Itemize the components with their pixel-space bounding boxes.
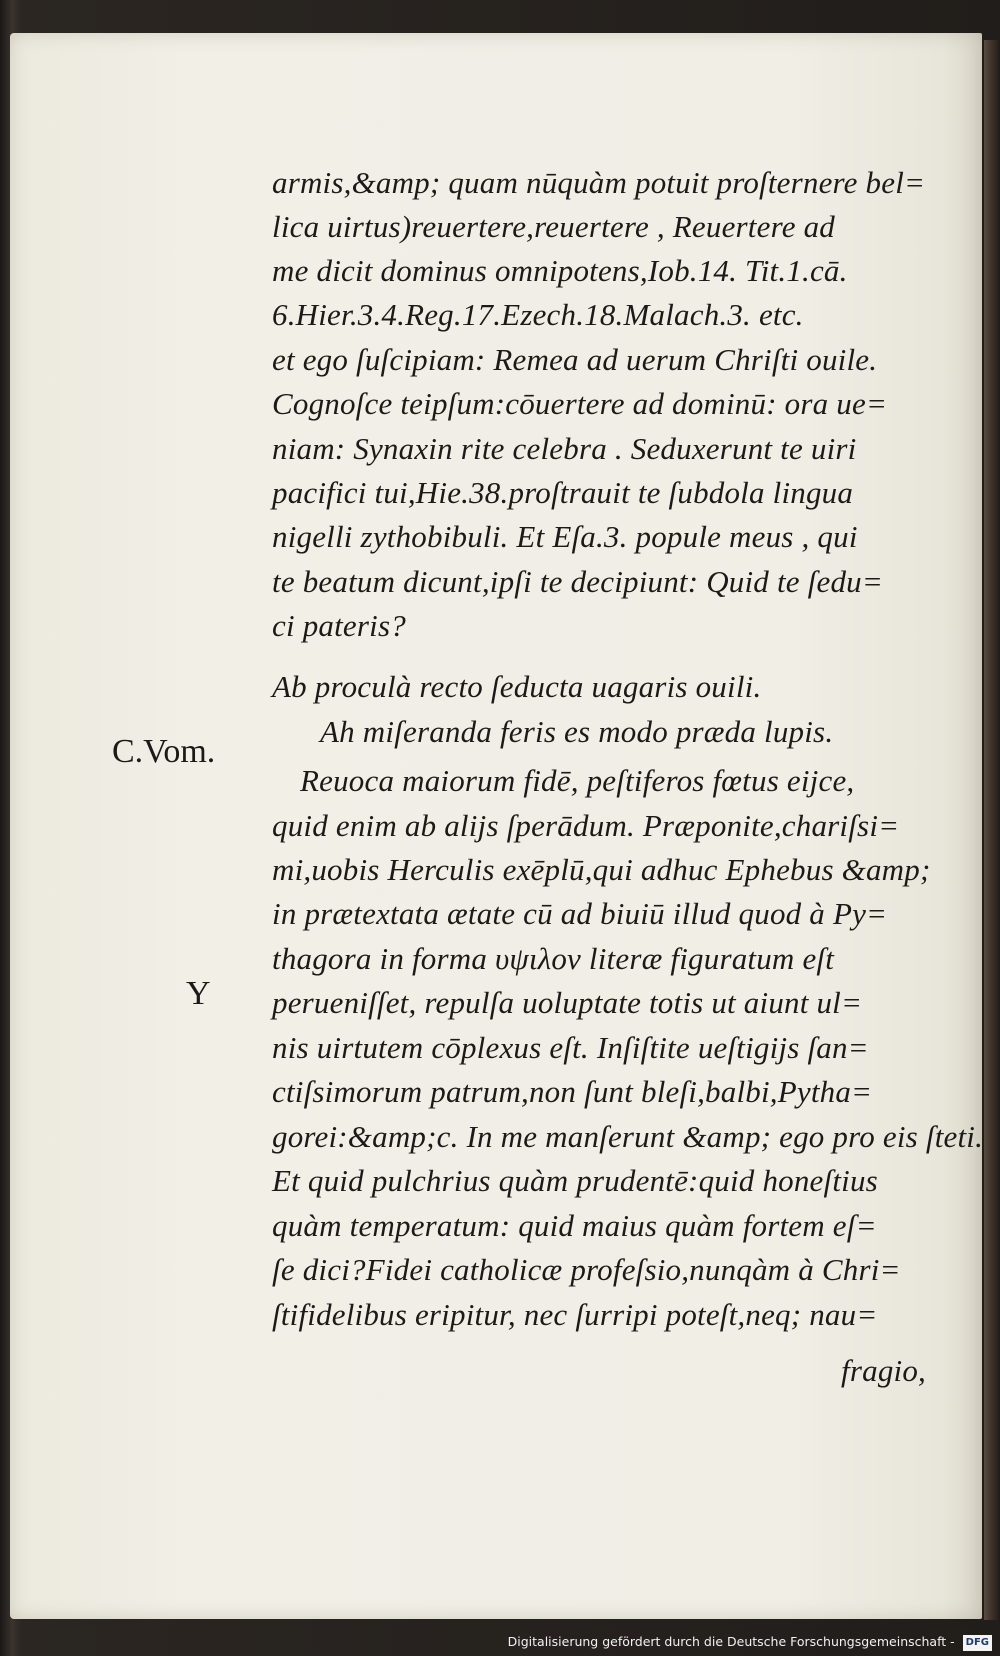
margin-note-vom: C.Vom.: [112, 733, 216, 770]
text-line-25: ſe dici?Fidei catholicæ profeſsio,nunqàm à Chri=: [272, 1252, 901, 1287]
text-line-3: me dicit dominus omnipotens,Iob.14. Tit.1.cā.: [272, 253, 848, 288]
text-line-18: thagora in forma υψιλον literæ figuratum eſt: [272, 941, 835, 976]
text-line-15: quid enim ab alijs ſperādum. Præponite,chariſsi=: [272, 808, 900, 843]
dfg-logo: DFG: [963, 1635, 992, 1651]
text-line-8: pacifici tui,Hie.38.proſtrauit te ſubdola lingua: [272, 475, 854, 510]
text-line-21: ctiſsimorum patrum,non ſunt bleſi,balbi,Pytha=: [272, 1074, 873, 1109]
verse-line-1: Ab proculà recto ſeducta uagaris ouili.: [272, 669, 762, 704]
text-line-24: quàm temperatum: quid maius quàm fortem eſ=: [272, 1208, 877, 1243]
text-line-23: Et quid pulchrius quàm prudentē:quid honeſtius: [272, 1163, 878, 1198]
text-line-16: mi,uobis Herculis exēplū,qui adhuc Ephebus &amp;: [272, 852, 931, 887]
text-line-22: gorei:&amp;c. In me manſerunt &amp; ego pro eis ſteti.: [272, 1119, 984, 1154]
text-line-10: te beatum dicunt,ipſi te decipiunt: Quid te ſedu=: [272, 564, 883, 599]
margin-note-y: Y: [186, 975, 211, 1012]
footer-text: Digitalisierung gefördert durch die Deutsche Forschungsgemeinschaft -: [507, 1634, 955, 1649]
text-line-20: nis uirtutem cōplexus eſt. Inſiſtite ueſtigijs ſan=: [272, 1030, 869, 1065]
text-line-2: lica uirtus)reuertere,reuertere , Reuertere ad: [272, 209, 836, 244]
digitization-footer: [508, 1630, 992, 1654]
text-line-17: in prætextata ætate cū ad biuiū illud quod à Py=: [272, 896, 888, 931]
text-line-14: Reuoca maiorum fidē, peſtiferos fœtus eijce,: [300, 763, 855, 798]
text-line-9: nigelli zythobibuli. Et Eſa.3. popule meus , qui: [272, 519, 858, 554]
verse-line-2: Ah miſeranda feris es modo præda lupis.: [320, 714, 834, 749]
text-line-7: niam: Synaxin rite celebra . Seduxerunt te uiri: [272, 431, 857, 466]
text-line-26: ſtifidelibus eripitur, nec ſurripi poteſt,neq; nau=: [272, 1297, 878, 1332]
book-binding-edge: [984, 40, 998, 1620]
text-line-19: perueniſſet, repulſa uoluptate totis ut aiunt ul=: [272, 985, 863, 1020]
text-line-4: 6.Hier.3.4.Reg.17.Ezech.18.Malach.3. etc.: [272, 297, 804, 332]
catchword: fragio,: [841, 1353, 926, 1388]
text-line-1: armis,&amp; quam nūquàm potuit proſternere bel=: [272, 165, 926, 200]
text-line-11: ci pateris?: [272, 608, 406, 643]
text-line-5: et ego ſuſcipiam: Remea ad uerum Chriſti ouile.: [272, 342, 878, 377]
text-line-6: Cognoſce teipſum:cōuertere ad dominū: ora ue=: [272, 386, 888, 421]
